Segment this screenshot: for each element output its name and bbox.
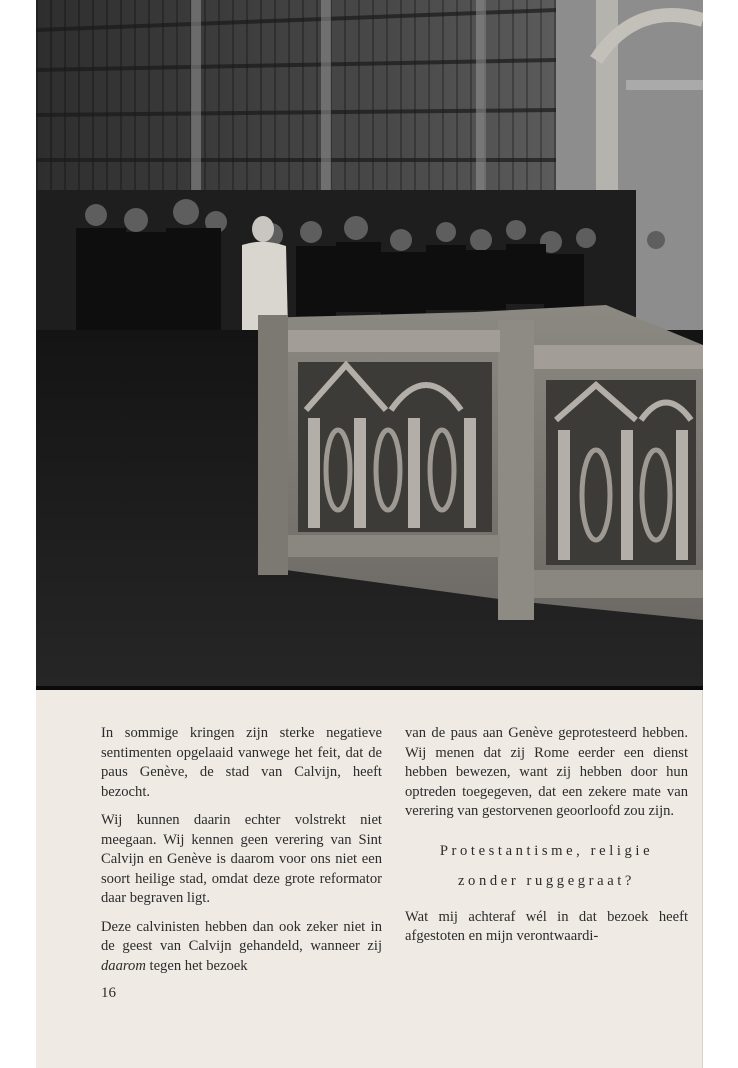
- paragraph-text: tegen het bezoek: [145, 957, 248, 974]
- church-photo: [36, 0, 703, 690]
- paragraph: van de paus aan Genève geprotesteerd hebben. Wij menen dat zij Rome eerder een dienst hebben bewezen, want zij hebben door hun optreden toegegeven, dat een zekere mate van verering van gestorvenen geoorloofd zou zijn.: [405, 725, 688, 819]
- emphasis-text: daarom: [101, 957, 146, 974]
- section-heading-line: Protestantisme, religie: [439, 842, 654, 859]
- text-column-left: [101, 724, 382, 985]
- paragraph: In sommige kringen zijn sterke negatieve sentimenten opgelaaid vanwege het feit, dat de paus Genève, de stad van Calvijn, heeft bezocht.: [101, 725, 382, 800]
- paragraph: Wij kunnen daarin echter volstrekt niet meegaan. Wij kennen geen verering van Sint Calvijn en Genève is daarom voor ons niet een soort heilige stad, omdat deze grote reformator daar begraven ligt.: [101, 812, 382, 906]
- section-heading-line: zonder ruggegraat?: [457, 872, 636, 889]
- paragraph: Wat mij achteraf wél in dat bezoek heeft afgestoten en mijn verontwaardi-: [405, 908, 688, 944]
- paragraph-text: Deze calvinisten hebben dan ook zeker niet in de geest van Calvijn gehandeld, wanneer zij: [101, 918, 382, 954]
- paragraph: [101, 918, 382, 977]
- text-column-right: [405, 724, 688, 956]
- section-heading: [405, 836, 688, 896]
- page-number: 16: [101, 985, 116, 1001]
